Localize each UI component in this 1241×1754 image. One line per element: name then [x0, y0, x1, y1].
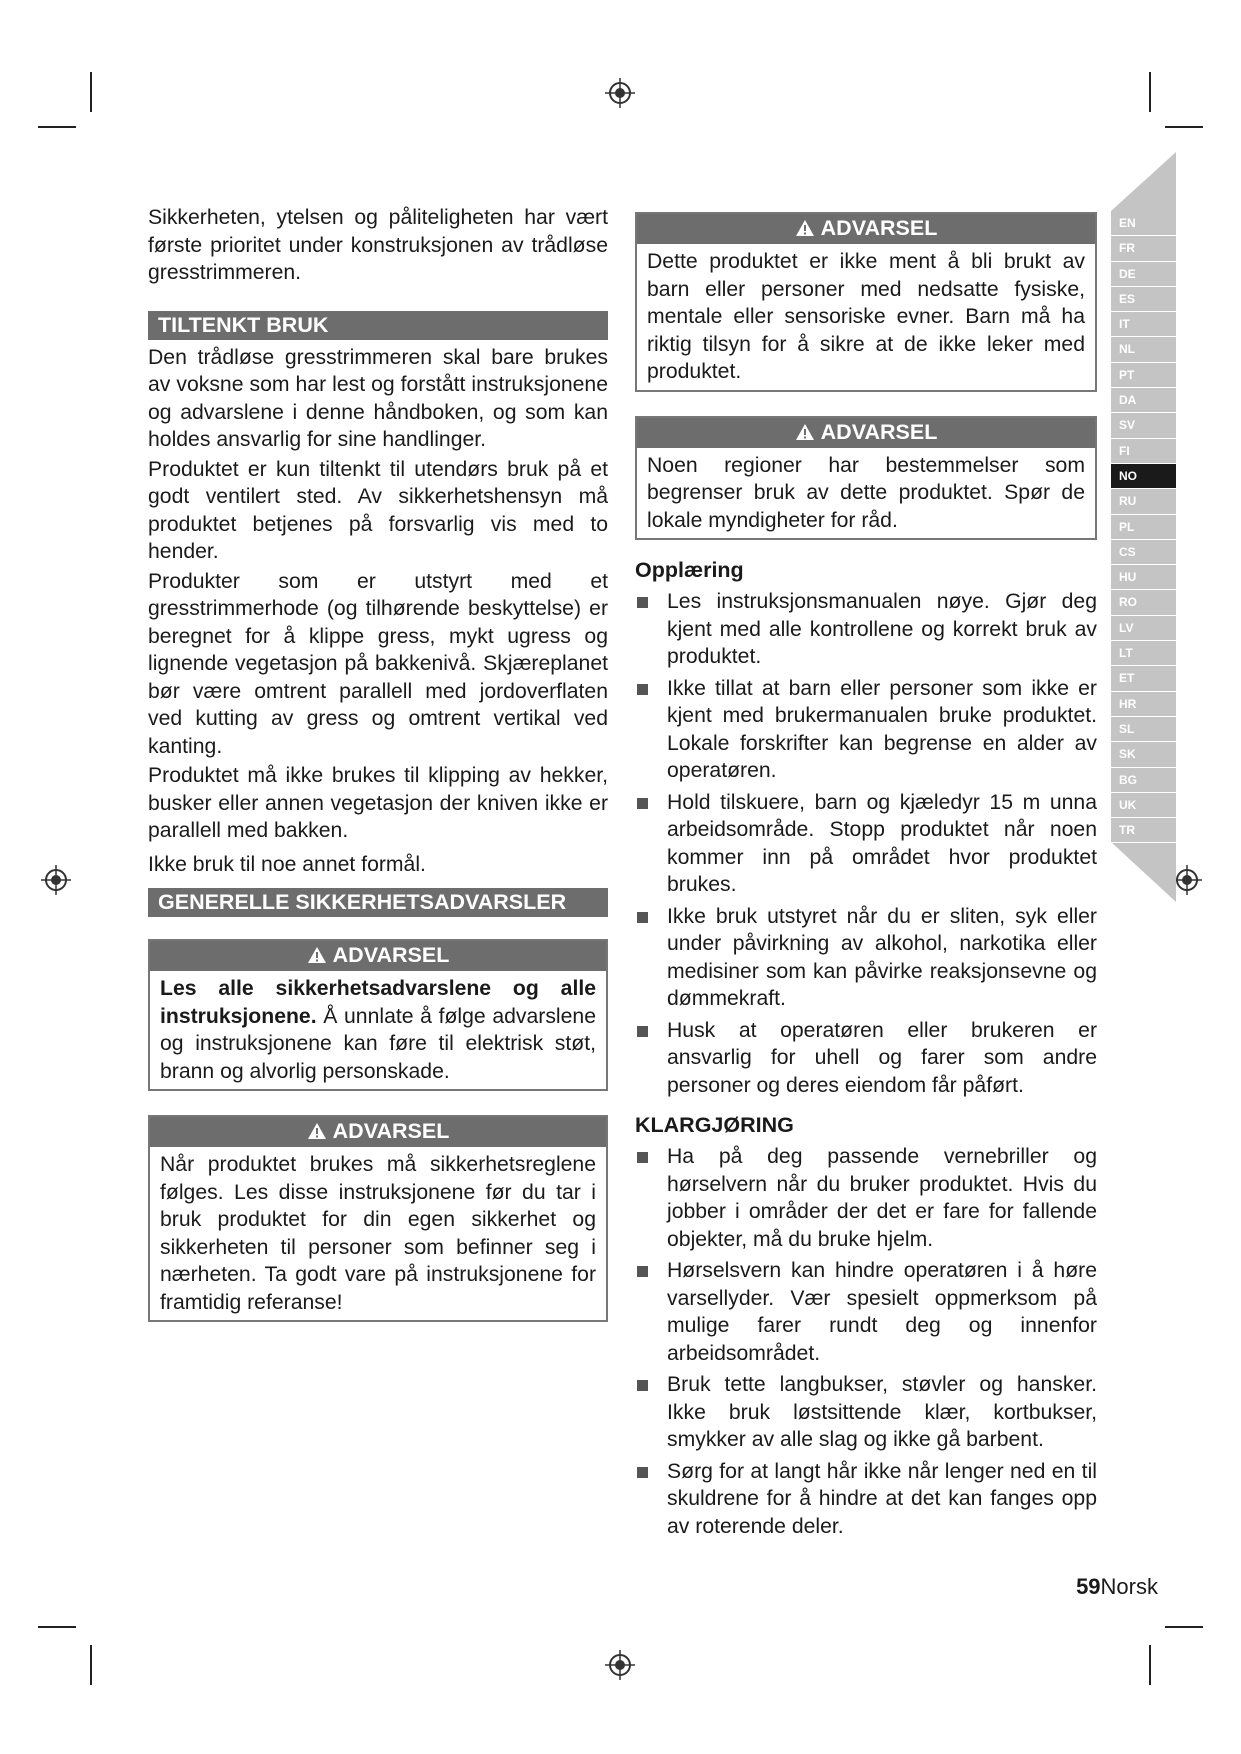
warning-triangle-icon — [307, 943, 327, 971]
warning-header — [637, 418, 1095, 448]
language-index — [1111, 211, 1176, 843]
list-item: Sørg for at langt hår ikke når lenger ned en til skuldrene for å hindre at det kan fanges opp av roterende deler. — [635, 1458, 1097, 1541]
section-title-intended-use: TILTENKT BRUK — [148, 311, 608, 340]
language-tab-tr[interactable]: TR — [1111, 818, 1176, 843]
body-paragraph: Produktet er kun tiltenkt til utendørs bruk på et godt ventilert sted. Av sikkerhetshensyn må produktet betjenes på forsvarlig vis med to hender. — [148, 457, 608, 563]
warning-box — [148, 1115, 608, 1322]
language-tab-de[interactable]: DE — [1111, 262, 1176, 287]
bullet-square-icon — [637, 684, 648, 695]
language-tab-es[interactable]: ES — [1111, 287, 1176, 312]
warning-title: ADVARSEL — [820, 419, 938, 444]
language-tab-fi[interactable]: FI — [1111, 439, 1176, 464]
language-tab-hu[interactable]: HU — [1111, 565, 1176, 590]
warning-title: ADVARSEL — [820, 216, 938, 240]
language-tab-ru[interactable]: RU — [1111, 489, 1176, 514]
registration-mark-icon — [41, 865, 71, 895]
warning-box — [635, 416, 1097, 541]
crop-mark — [38, 126, 76, 128]
crop-mark — [1149, 72, 1151, 112]
language-tab-sv[interactable]: SV — [1111, 413, 1176, 438]
body-paragraph: Produkter som er utstyrt med et gresstrimmerhode (og tilhørende beskyttelse) er beregnet for å klippe gress, mykt ugress og lignende vegetasjon på bakkenivå. Skjæreplanet bør være omtrent parallell med jordoverflaten ved kutting av gress og omtrent vertikal ved kanting. — [148, 569, 608, 758]
language-tab-lt[interactable]: LT — [1111, 641, 1176, 666]
warning-header — [150, 941, 606, 971]
training-list — [635, 588, 1097, 1099]
page-language: Norsk — [1100, 1574, 1158, 1599]
language-tab-hr[interactable]: HR — [1111, 692, 1176, 717]
bullet-square-icon — [637, 597, 648, 608]
language-tab-uk[interactable]: UK — [1111, 793, 1176, 818]
list-item: Les instruksjonsmanualen nøye. Gjør deg kjent med alle kontrollene og korrekt bruk av produktet. — [635, 588, 1097, 671]
page-footer — [1076, 1574, 1158, 1600]
warning-text: Når produktet brukes må sikkerhetsreglene følges. Les disse instruksjonene før du tar i bruk produktet for din egen sikkerhet og sikkerheten til personer som befinner seg i nærheten. Ta godt vare på instruksjonene for framtidig referanse! — [160, 1153, 596, 1314]
warning-text — [160, 975, 596, 1085]
list-item: Bruk tette langbukser, støvler og hansker. Ikke bruk løstsittende klær, kortbukser, smykker av alle slag og ikke gå barbent. — [635, 1371, 1097, 1454]
list-item: Ikke tillat at barn eller personer som ikke er kjent med brukermanualen bruke produktet. Lokale forskrifter kan begrense en alder av operatøren. — [635, 675, 1097, 785]
body-paragraph: Ikke bruk til noe annet formål. — [148, 852, 426, 876]
bullet-square-icon — [637, 912, 648, 923]
warning-bold-text: Les alle sikkerhetsadvarslene og alle instruksjonene. — [160, 977, 596, 1028]
language-tab-et[interactable]: ET — [1111, 666, 1176, 691]
language-tab-en[interactable]: EN — [1111, 211, 1176, 236]
preparation-list — [635, 1143, 1097, 1540]
warning-rest-text: Å unnlate å følge advarslene og instruksjonene kan føre til elektrisk støt, brann og alvorlig personskade. — [160, 1004, 596, 1083]
bullet-square-icon — [637, 1467, 648, 1478]
language-tab-pt[interactable]: PT — [1111, 363, 1176, 388]
left-column — [148, 204, 608, 1322]
warning-title: ADVARSEL — [332, 1119, 450, 1143]
language-tab-it[interactable]: IT — [1111, 312, 1176, 337]
registration-mark-icon — [605, 1650, 635, 1680]
bullet-square-icon — [637, 1152, 648, 1163]
language-tab-pl[interactable]: PL — [1111, 515, 1176, 540]
crop-mark — [90, 72, 92, 112]
warning-triangle-icon — [307, 1119, 327, 1147]
list-item: Ha på deg passende vernebriller og hørselvern når du bruker produktet. Hvis du jobber i områder der det er fare for fallende objekter, må du bruke hjelm. — [635, 1143, 1097, 1253]
warning-body — [637, 448, 1095, 539]
page-number: 59 — [1076, 1574, 1101, 1599]
language-tab-bg[interactable]: BG — [1111, 768, 1176, 793]
bullet-square-icon — [637, 798, 648, 809]
bullet-square-icon — [637, 1266, 648, 1277]
list-item: Husk at operatøren eller brukeren er ansvarlig for uhell og farer som andre personer og deres eiendom får påført. — [635, 1017, 1097, 1100]
language-tab-cs[interactable]: CS — [1111, 540, 1176, 565]
warning-triangle-icon — [795, 216, 815, 244]
body-paragraph: Produktet må ikke brukes til klipping av hekker, busker eller annen vegetasjon der kniven ikke er parallell med bakken. — [148, 764, 608, 842]
warning-header — [637, 214, 1095, 244]
language-tab-lv[interactable]: LV — [1111, 616, 1176, 641]
warning-text: Noen regioner har bestemmelser som begrenser bruk av dette produktet. Spør de lokale myndigheter for råd. — [647, 453, 1085, 532]
warning-body — [637, 244, 1095, 390]
crop-mark — [1165, 1626, 1203, 1628]
language-tab-fr[interactable]: FR — [1111, 236, 1176, 261]
section-title-general-safety: GENERELLE SIKKERHETSADVARSLER — [148, 888, 608, 917]
language-tab-sl[interactable]: SL — [1111, 717, 1176, 742]
section-title-preparation: KLARGJØRING — [635, 1113, 794, 1137]
list-item: Hold tilskuere, barn og kjæledyr 15 m unna arbeidsområde. Stopp produktet når noen kommer inn på området hvor produktet brukes. — [635, 789, 1097, 899]
warning-body — [150, 971, 606, 1089]
list-item: Hørselsvern kan hindre operatøren i å høre varsellyder. Vær spesielt oppmerksom på mulige farer rundt deg og innenfor arbeidsområdet. — [635, 1257, 1097, 1367]
language-tab-da[interactable]: DA — [1111, 388, 1176, 413]
crop-mark — [38, 1626, 76, 1628]
bullet-square-icon — [637, 1026, 648, 1037]
warning-body — [150, 1147, 606, 1320]
bullet-square-icon — [637, 1380, 648, 1391]
body-paragraph: Den trådløse gresstrimmeren skal bare brukes av voksne som har lest og forstått instruksjonene og advarslene i denne håndboken, og som kan holdes ansvarlig for sine handlinger. — [148, 345, 608, 451]
language-tab-no[interactable]: NO — [1111, 464, 1176, 489]
warning-title: ADVARSEL — [332, 943, 450, 967]
right-column — [635, 212, 1097, 1544]
warning-text: Dette produktet er ikke ment å bli brukt av barn eller personer med nedsatte fysiske, mentale eller sensoriske evner. Barn må ha riktig tilsyn for å sikre at de ikke leker med produktet. — [647, 250, 1085, 383]
language-tab-ro[interactable]: RO — [1111, 590, 1176, 615]
language-tab-sk[interactable]: SK — [1111, 742, 1176, 767]
crop-mark — [1149, 1645, 1151, 1685]
crop-mark — [1165, 126, 1203, 128]
list-item: Ikke bruk utstyret når du er sliten, syk eller under påvirkning av alkohol, narkotika eller medisiner som kan påvirke reaksjonsevne og dømmekraft. — [635, 903, 1097, 1013]
warning-header — [150, 1117, 606, 1147]
registration-mark-icon — [605, 78, 635, 108]
warning-triangle-icon — [795, 420, 815, 448]
language-tab-nl[interactable]: NL — [1111, 337, 1176, 362]
intro-paragraph: Sikkerheten, ytelsen og påliteligheten har vært første prioritet under konstruksjonen av trådløse gresstrimmeren. — [148, 206, 608, 284]
warning-box — [635, 212, 1097, 392]
section-title-training: Opplæring — [635, 558, 744, 582]
registration-mark-icon — [1172, 865, 1202, 895]
crop-mark — [90, 1645, 92, 1685]
warning-box — [148, 939, 608, 1091]
